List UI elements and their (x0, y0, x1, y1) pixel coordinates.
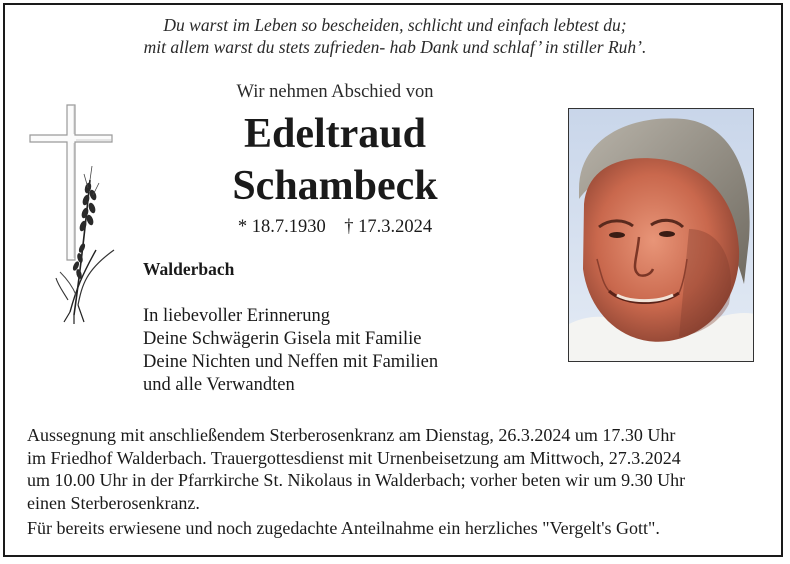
deceased-name (175, 108, 495, 212)
poem-line: mit allem warst du stets zufrieden- hab Dank und schlaf’ in stiller Ruh’. (143, 37, 647, 57)
service-line: um 10.00 Uhr in der Pfarrkirche St. Nikolaus in Walderbach; vorher beten wir um 9.30 Uhr (27, 470, 686, 490)
funeral-service-info (27, 424, 685, 514)
last-name: Schambeck (232, 163, 438, 209)
life-dates: * 18.7.1930 † 17.3.2024 (237, 217, 433, 237)
poem-line: Du warst im Leben so bescheiden, schlicht und einfach lebtest du; (163, 15, 627, 35)
farewell-intro: Wir nehmen Abschied von (236, 82, 434, 102)
cross-with-wheat-icon (24, 100, 124, 325)
mourner-line: Deine Schwägerin Gisela mit Familie (143, 329, 422, 349)
thanks-note: Für bereits erwiesene und noch zugedachte Anteilnahme ein herzliches "Vergelt's Gott". (27, 518, 660, 538)
hometown: Walderbach (143, 259, 235, 279)
mourners-list (143, 305, 438, 397)
mourner-line: und alle Verwandten (143, 375, 295, 395)
mourner-line: Deine Nichten und Neffen mit Familien (143, 352, 439, 372)
mourner-line: In liebevoller Erinnerung (143, 306, 330, 326)
memorial-poem (0, 14, 790, 58)
portrait-photo (568, 108, 754, 362)
service-line: einen Sterberosenkranz. (27, 492, 200, 513)
service-line: Aussegnung mit anschließendem Sterberosenkranz am Dienstag, 26.3.2024 um 17.30 Uhr (27, 425, 676, 445)
first-name: Edeltraud (243, 111, 427, 157)
service-line: im Friedhof Walderbach. Trauergottesdienst mit Urnenbeisetzung am Mittwoch, 27.3.2024 (27, 447, 681, 468)
